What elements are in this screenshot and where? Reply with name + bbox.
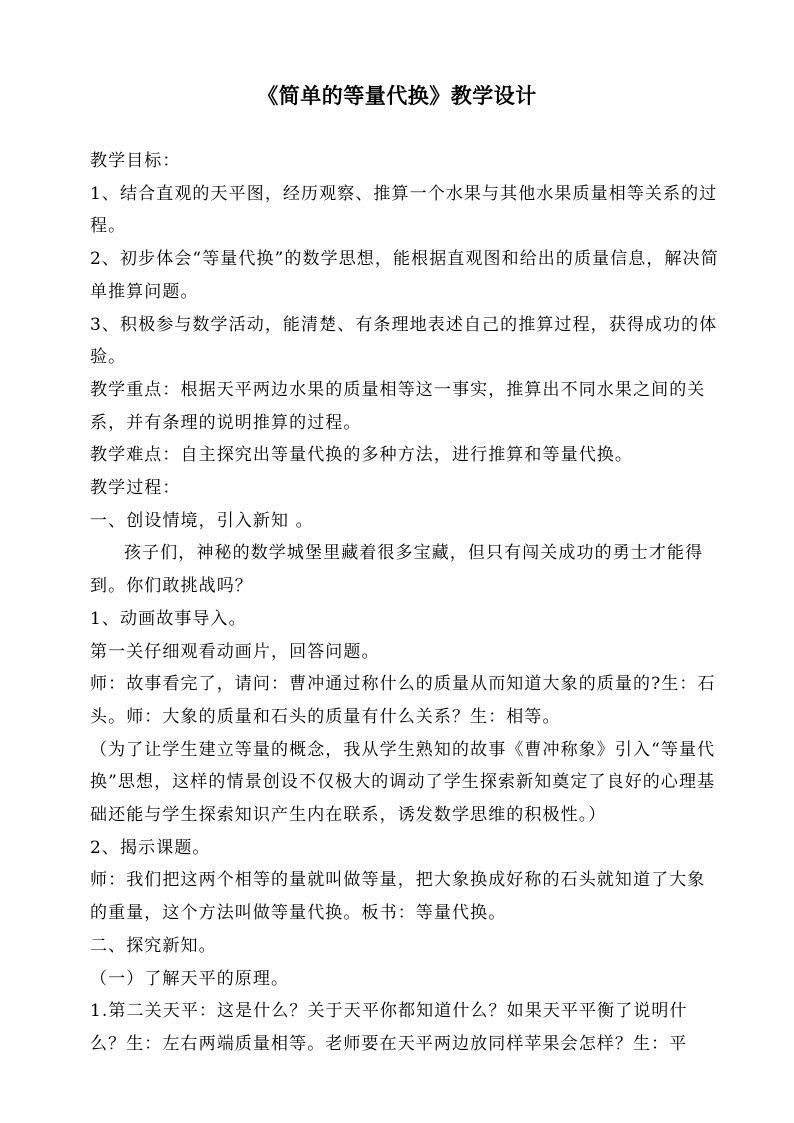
teaching-key-point: 教学重点：根据天平两边水果的质量相等这一事实，推算出不同水果之间的关系，并有条理的说明推算的过程。 — [90, 379, 706, 433]
level-one-instruction: 第一关仔细观看动画片，回答问题。 — [90, 641, 380, 662]
level-two-paragraph: 1.第二关天平：这是什么？关于天平你都知道什么？如果天平平衡了说明什么？生：左右两端质量相等。老师要在天平两边放同样苹果会怎样？生：平 — [90, 1001, 688, 1054]
document-body — [90, 145, 722, 1061]
objective-item-2: 2、初步体会“等量代换”的数学思想，能根据直观图和给出的质量信息，解决简单推算问题。 — [90, 249, 719, 302]
step-heading-2: 二、探究新知。 — [90, 935, 217, 956]
objective-item-3: 3、积极参与数学活动，能清楚、有条理地表述自己的推算过程，获得成功的体验。 — [90, 314, 718, 368]
sub-step-animation: 1、动画故事导入。 — [90, 608, 247, 629]
dialogue-paragraph-2: 师：我们把这两个相等的量就叫做等量，把大象换成好称的石头就知道了大象的重量，这个方法叫做等量代换。板书：等量代换。 — [90, 870, 706, 924]
step-heading-1: 一、创设情境，引入新知 。 — [90, 510, 314, 531]
dialogue-paragraph-1: 师：故事看完了，请问：曹冲通过称什么的质量从而知道大象的质量的?生：石头。师：大象的质量和石头的质量有什么关系？生：相等。 — [90, 674, 716, 727]
section-heading-process: 教学过程： — [90, 478, 181, 499]
teaching-difficulty: 教学难点：自主探究出等量代换的多种方法，进行推算和等量代换。 — [90, 445, 633, 466]
document-title: 《简单的等量代换》教学设计 — [257, 83, 537, 108]
sub-section-balance: （一）了解天平的原理。 — [90, 968, 290, 989]
section-heading-objectives: 教学目标： — [90, 151, 181, 171]
intro-paragraph: 孩子们，神秘的数学城堡里藏着很多宝藏，但只有闯关成功的勇士才能得到。你们敢挑战吗？ — [90, 543, 704, 597]
design-note-paragraph: （为了让学生建立等量的概念，我从学生熟知的故事《曹冲称象》引入“等量代换”思想，这样的情景创设不仅极大的调动了学生探索新知奠定了良好的心理基础还能与学生探索知识产生内在联系，诱发数学思维的积极性。） — [90, 739, 716, 826]
sub-step-reveal-topic: 2、揭示课题。 — [90, 837, 211, 858]
objective-item-1: 1、结合直观的天平图，经历观察、推算一个水果与其他水果质量相等关系的过程。 — [90, 183, 718, 237]
